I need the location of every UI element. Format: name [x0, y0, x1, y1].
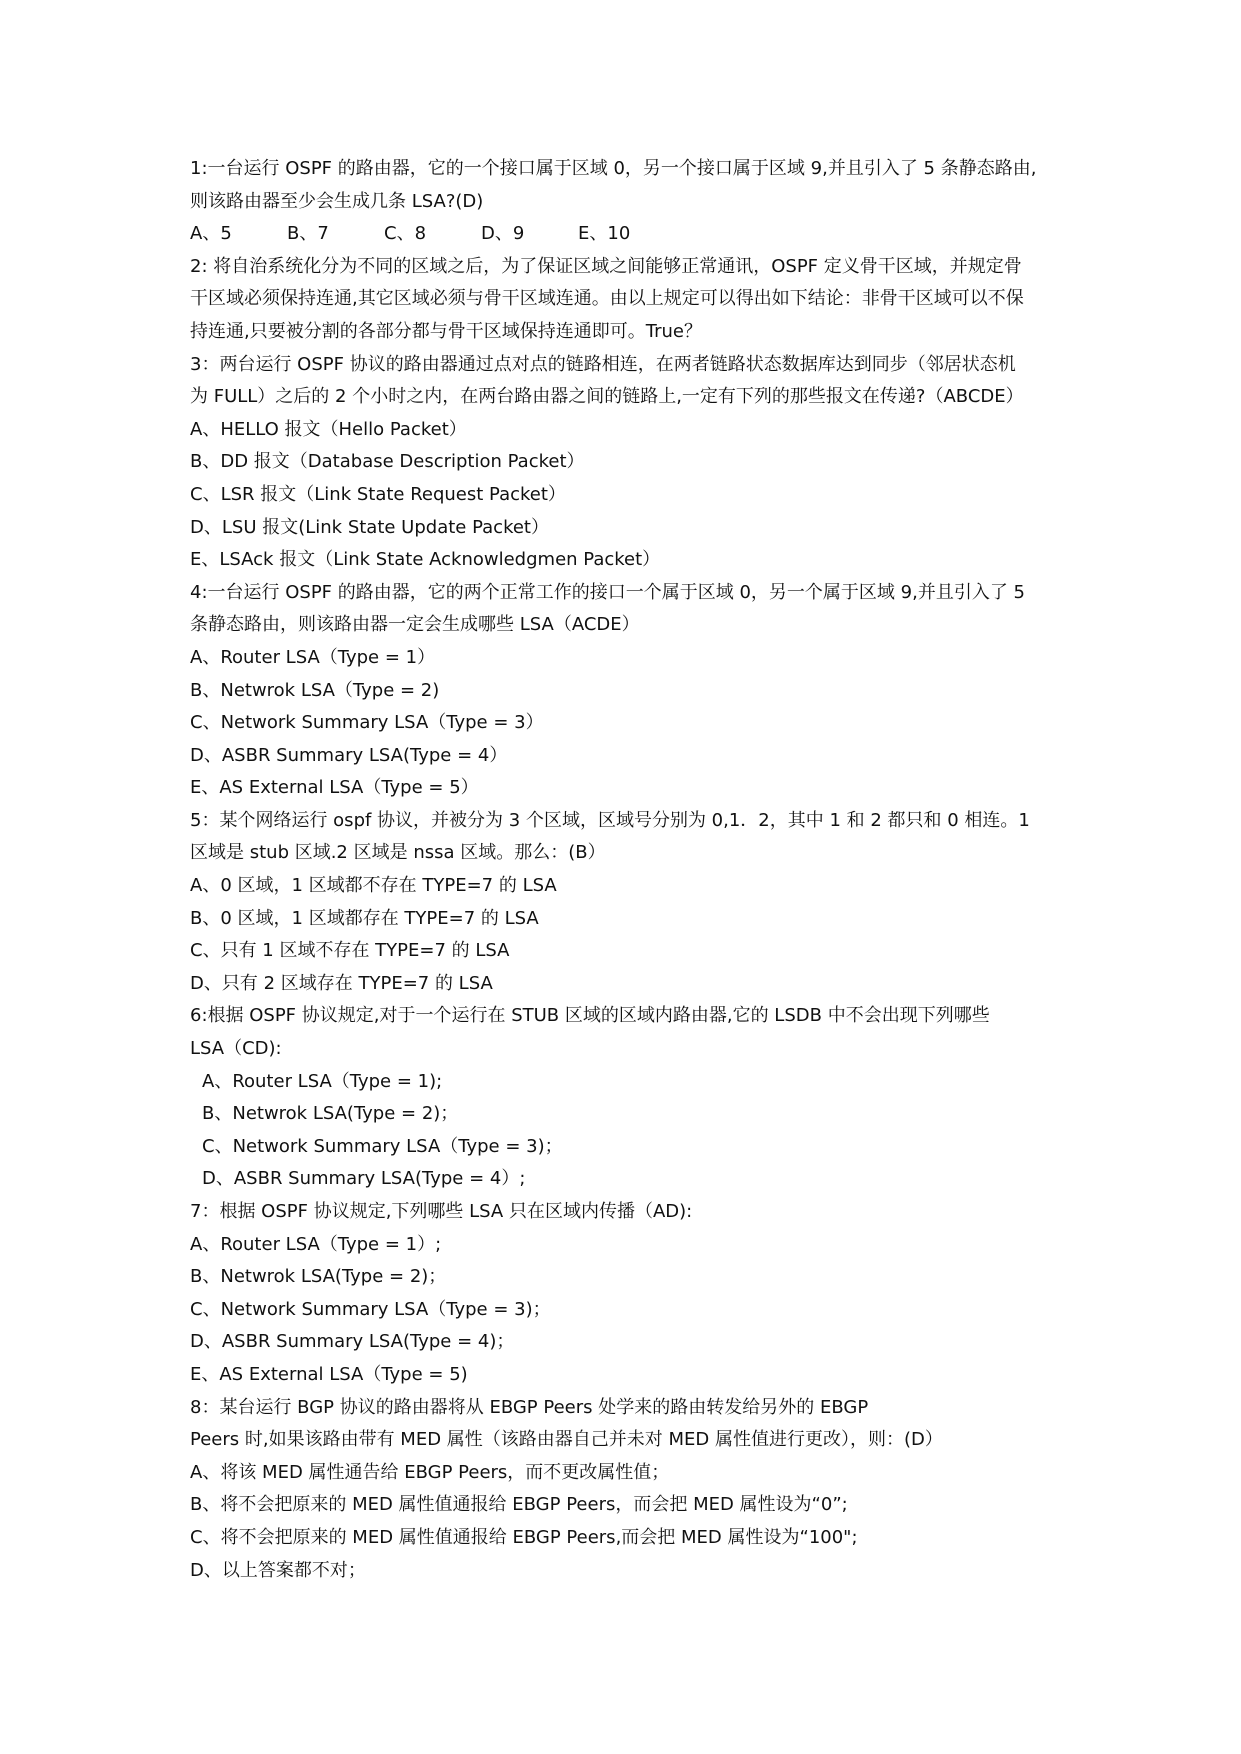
option-d: D、LSU 报文(Link State Update Packet）	[190, 516, 549, 538]
question-7-stem: 7：根据 OSPF 协议规定,下列哪些 LSA 只在区域内传播（AD):	[190, 1201, 693, 1222]
question-6-stem-cont: LSA（CD):	[190, 1038, 282, 1060]
option-b: B、7	[287, 223, 329, 245]
option-a: A、将该 MED 属性通告给 EBGP Peers，而不更改属性值；	[190, 1461, 670, 1483]
option-b: B、Netwrok LSA(Type = 2)；	[190, 1266, 447, 1288]
question-5-stem-cont: 区域是 stub 区域.2 区域是 nssa 区域。那么：(B）	[190, 842, 606, 864]
question-2-stem-cont: 干区域必须保持连通,其它区域必须与骨干区域连通。由以上规定可以得出如下结论：非骨干区域可以不保	[190, 288, 1024, 310]
option-a: A、HELLO 报文（Hello Packet）	[190, 418, 467, 440]
option-d: D、ASBR Summary LSA(Type = 4)；	[190, 1331, 515, 1353]
question-3-stem-cont: 为 FULL）之后的 2 个小时之内，在两台路由器之间的链路上,一定有下列的那些报文在传递?（ABCDE）	[190, 386, 1024, 408]
option-a: A、5	[190, 223, 232, 245]
option-b: B、DD 报文（Database Description Packet）	[190, 451, 585, 473]
option-e: E、AS External LSA（Type = 5)	[190, 1363, 468, 1385]
option-a: A、0 区域，1 区域都不存在 TYPE=7 的 LSA	[190, 875, 557, 897]
option-a: A、Router LSA（Type = 1）	[190, 646, 436, 668]
question-1-options	[190, 218, 1070, 251]
question-2-stem-cont: 持连通,只要被分割的各部分都与骨干区域保持连通即可。True？	[190, 320, 702, 342]
question-1-stem: 1:一台运行 OSPF 的路由器，它的一个接口属于区域 0，另一个接口属于区域 9,并且引入了 5 条静态路由,	[190, 158, 1037, 179]
option-c: C、Network Summary LSA（Type = 3)；	[190, 1298, 551, 1320]
option-c: C、Network Summary LSA（Type = 3)；	[202, 1135, 563, 1157]
question-8-stem: 8：某台运行 BGP 协议的路由器将从 EBGP Peers 处学来的路由转发给另外的 EBGP	[190, 1396, 869, 1418]
option-b: B、0 区域，1 区域都存在 TYPE=7 的 LSA	[190, 907, 539, 929]
question-2-stem: 2: 将自治系统化分为不同的区域之后，为了保证区域之间能够正常通讯，OSPF 定义骨干区域，并规定骨	[190, 255, 1022, 277]
option-d: D、只有 2 区域存在 TYPE=7 的 LSA	[190, 972, 493, 994]
question-4-stem-cont: 条静态路由，则该路由器一定会生成哪些 LSA（ACDE）	[190, 614, 640, 636]
question-4-stem: 4:一台运行 OSPF 的路由器，它的两个正常工作的接口一个属于区域 0，另一个属于区域 9,并且引入了 5	[190, 581, 1026, 603]
option-d: D、9	[481, 223, 525, 245]
question-5-stem: 5：某个网络运行 ospf 协议，并被分为 3 个区域，区域号分别为 0,1．2，其中 1 和 2 都只和 0 相连。1	[190, 809, 1030, 831]
option-d: D、ASBR Summary LSA(Type = 4）	[190, 744, 508, 766]
option-a: A、Router LSA（Type = 1);	[202, 1070, 443, 1092]
option-b: B、Netwrok LSA(Type = 2)；	[202, 1103, 459, 1125]
question-6-stem: 6:根据 OSPF 协议规定,对于一个运行在 STUB 区域的区域内路由器,它的 LSDB 中不会出现下列哪些	[190, 1005, 990, 1027]
option-c: C、只有 1 区域不存在 TYPE=7 的 LSA	[190, 940, 510, 962]
option-d: D、以上答案都不对；	[190, 1559, 366, 1581]
option-c: C、LSR 报文（Link State Request Packet）	[190, 483, 566, 505]
option-a: A、Router LSA（Type = 1）;	[190, 1233, 442, 1255]
option-e: E、AS External LSA（Type = 5）	[190, 777, 479, 799]
question-1-stem-cont: 则该路由器至少会生成几条 LSA?(D)	[190, 190, 484, 212]
question-list	[190, 153, 1070, 1587]
option-c: C、8	[384, 223, 427, 245]
option-e: E、LSAck 报文（Link State Acknowledgmen Packet）	[190, 549, 661, 571]
question-3-stem: 3：两台运行 OSPF 协议的路由器通过点对点的链路相连，在两者链路状态数据库达到同步（邻居状态机	[190, 353, 1016, 375]
option-c: C、将不会把原来的 MED 属性值通报给 EBGP Peers,而会把 MED 属性设为“100";	[190, 1526, 858, 1548]
option-e: E、10	[578, 223, 631, 245]
option-b: B、将不会把原来的 MED 属性值通报给 EBGP Peers，而会把 MED 属性设为“0”;	[190, 1494, 848, 1516]
option-b: B、Netwrok LSA（Type = 2)	[190, 679, 440, 701]
question-8-stem-cont: Peers 时,如果该路由带有 MED 属性（该路由器自己并未对 MED 属性值进行更改），则：(D）	[190, 1429, 943, 1451]
option-c: C、Network Summary LSA（Type = 3）	[190, 712, 544, 734]
option-d: D、ASBR Summary LSA(Type = 4）;	[202, 1168, 526, 1190]
